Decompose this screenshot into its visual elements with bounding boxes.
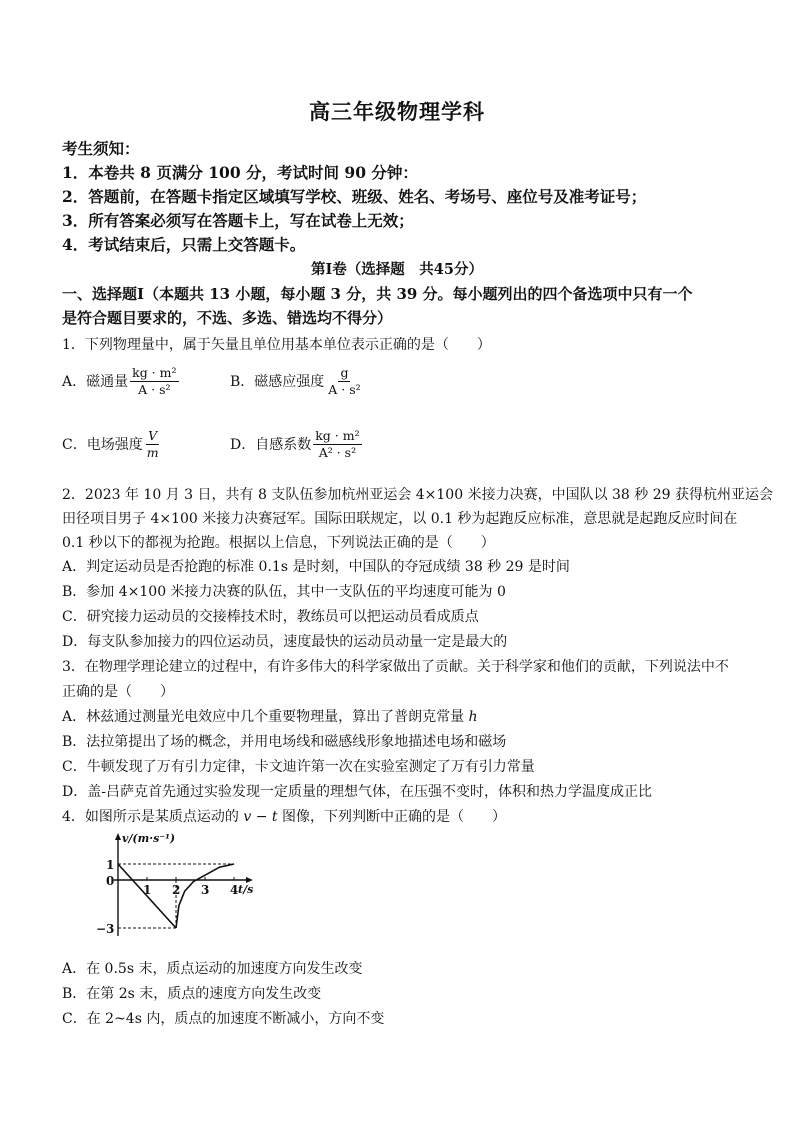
q1-option-a [62, 366, 179, 397]
x-tick-label-1: 1 [143, 883, 152, 897]
q1-option-c-numerator: V [148, 428, 158, 443]
q1-option-a-numerator: kg · m² [132, 365, 177, 380]
q2-option-b: B．参加 4×100 米接力决赛的队伍，其中一支队伍的平均速度可能为 0 [62, 584, 506, 600]
q1-option-b-numerator: g [340, 365, 349, 380]
section-title: 第Ⅰ卷（选择题 共45分） [311, 261, 483, 278]
q1-option-b-label: B．磁感应强度 [230, 374, 325, 391]
q2-option-a: A．判定运动员是否抢跑的标准 0.1s 是时刻，中国队的夺冠成绩 38 秒 29 是时间 [62, 559, 570, 575]
v-axis-arrow [115, 833, 121, 840]
notice-item-3: 3．所有答案必须写在答题卡上，写在试卷上无效； [62, 211, 414, 230]
notice-item-1: 1．本卷共 8 页满分 100 分，考试时间 90 分钟： [62, 163, 418, 182]
q1-option-b-fraction [326, 366, 362, 397]
x-tick-label-4: 4 [230, 883, 239, 897]
notice-heading: 考生须知： [62, 139, 140, 158]
q3-stem-line2: 正确的是（ ） [62, 684, 174, 700]
q1-option-d-denominator: A² · s² [318, 444, 357, 460]
q1-option-d-label: D．自感系数 [230, 437, 312, 454]
q4-option-c: C．在 2~4s 内，质点的加速度不断减小，方向不变 [62, 1011, 385, 1027]
q1-option-c-label: C．电场强度 [62, 437, 143, 454]
q1-option-d-fraction [313, 429, 361, 460]
q1-option-c [62, 429, 161, 460]
t-axis-label: t/s [238, 883, 254, 896]
q1-option-c-fraction [145, 429, 161, 460]
q1-option-d [230, 429, 362, 460]
v-axis-label: v/(m·s⁻¹) [122, 832, 176, 845]
q1-option-c-denominator: m [146, 444, 159, 460]
q2-stem-line2: 田径项目男子 4×100 米接力决赛冠军。国际田联规定，以 0.1 秒为起跑反应标准，意思就是起跑反应时间在 [62, 511, 738, 527]
q3-stem-line1: 3．在物理学理论建立的过程中，有许多伟大的科学家做出了贡献。关于科学家和他们的贡献，下列说法中不 [62, 659, 729, 675]
notice-item-4: 4．考试结束后，只需上交答题卡。 [62, 235, 306, 254]
q1-option-b-denominator: A · s² [328, 381, 361, 397]
q4-stem: 4．如图所示是某质点运动的 𝑣 − 𝑡 图像，下列判断中正确的是（ ） [62, 809, 506, 825]
q1-option-a-fraction [130, 366, 178, 397]
q1-option-a-label: A．磁通量 [62, 374, 129, 391]
q1-option-a-denominator: A · s² [138, 381, 171, 397]
x-tick-label-2: 2 [172, 883, 181, 897]
q3-option-b: B．法拉第提出了场的概念，并用电场线和磁感线形象地描述电场和磁场 [62, 734, 507, 750]
q1-option-d-numerator: kg · m² [315, 428, 360, 443]
q4-option-a: A．在 0.5s 末，质点运动的加速度方向发生改变 [62, 961, 363, 977]
q2-stem-line1: 2．2023 年 10 月 3 日，共有 8 支队伍参加杭州亚运会 4×100 米接力决赛，中国队以 38 秒 29 获得杭州亚运会 [62, 487, 774, 503]
velocity-time-graph [90, 830, 260, 950]
chart-labels [96, 832, 253, 936]
q1-stem: 1．下列物理量中，属于矢量且单位用基本单位表示正确的是（ ） [62, 337, 491, 353]
y-tick-label-neg3: −3 [96, 922, 115, 936]
q4-option-b: B．在第 2s 末，质点的速度方向发生改变 [62, 986, 322, 1002]
q3-option-c: C．牛顿发现了万有引力定律，卡文迪许第一次在实验室测定了万有引力常量 [62, 759, 535, 775]
q3-option-d: D．盖-吕萨克首先通过实验发现一定质量的理想气体，在压强不变时，体积和热力学温度成正比 [62, 784, 652, 800]
y-tick-label-0: 0 [106, 874, 115, 888]
q3-option-a: A．林兹通过测量光电效应中几个重要物理量，算出了普朗克常量 ℎ [62, 709, 478, 725]
q2-option-d: D．每支队参加接力的四位运动员，速度最快的运动员动量一定是最大的 [62, 634, 508, 650]
y-tick-label-1: 1 [106, 858, 115, 872]
part1-instructions-line1: 一、选择题Ⅰ（本题共 13 小题，每小题 3 分，共 39 分。每小题列出的四个备选项中只有一个 [62, 285, 693, 303]
q2-option-c: C．研究接力运动员的交接棒技术时，教练员可以把运动员看成质点 [62, 609, 479, 625]
notice-item-2: 2．答题前，在答题卡指定区域填写学校、班级、姓名、考场号、座位号及准考证号； [62, 187, 647, 206]
q1-option-b [230, 366, 363, 397]
x-tick-label-3: 3 [201, 883, 210, 897]
part1-instructions-line2: 是符合题目要求的，不选、多选、错选均不得分） [62, 309, 393, 327]
q2-stem-line3: 0.1 秒以下的都视为抢跑。根据以上信息，下列说法正确的是（ ） [62, 535, 495, 551]
page-title: 高三年级物理学科 [309, 99, 485, 124]
